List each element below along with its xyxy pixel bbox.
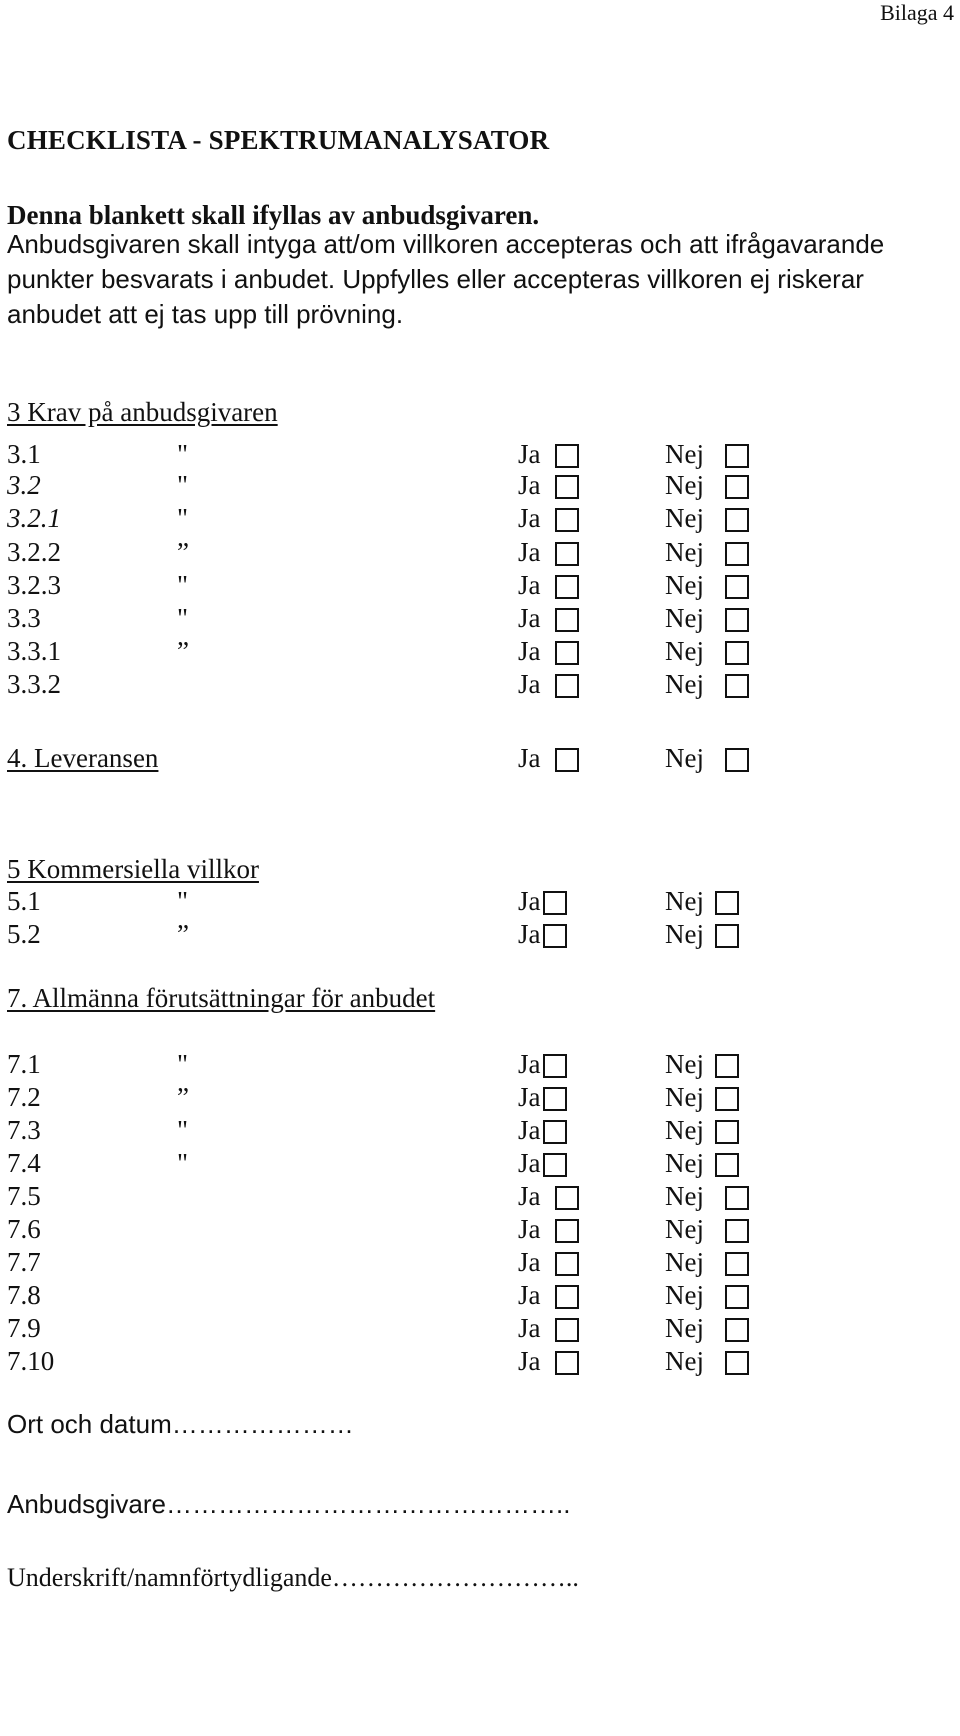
checklist-row <box>7 1313 767 1347</box>
no-label: Nej <box>665 743 704 773</box>
yes-label: Ja <box>518 603 541 633</box>
yes-checkbox[interactable] <box>555 1252 579 1276</box>
checklist-row <box>7 886 767 920</box>
no-label: Nej <box>665 1247 704 1277</box>
ditto-mark: ” <box>177 1082 189 1112</box>
no-label: Nej <box>665 1049 704 1079</box>
yes-label: Ja <box>518 503 541 533</box>
item-number: 3.3.1 <box>7 636 61 666</box>
document-title: CHECKLISTA - SPEKTRUMANALYSATOR <box>7 125 550 155</box>
yes-label: Ja <box>518 1313 541 1343</box>
yes-checkbox[interactable] <box>555 542 579 566</box>
yes-checkbox[interactable] <box>555 1318 579 1342</box>
item-number: 7.3 <box>7 1115 41 1145</box>
no-checkbox[interactable] <box>715 1087 739 1111</box>
no-label: Nej <box>665 669 704 699</box>
yes-checkbox[interactable] <box>543 1120 567 1144</box>
yes-label: Ja <box>518 1280 541 1310</box>
yes-checkbox[interactable] <box>543 924 567 948</box>
no-checkbox[interactable] <box>725 508 749 532</box>
yes-label: Ja <box>518 1214 541 1244</box>
no-label: Nej <box>665 1313 704 1343</box>
checklist-row <box>7 503 767 537</box>
ditto-mark: ” <box>177 636 189 666</box>
intro-paragraph <box>7 227 957 332</box>
checklist-row <box>7 1115 767 1149</box>
checklist-row <box>7 1346 767 1380</box>
ditto-mark: " <box>177 603 189 633</box>
checklist-row <box>7 1247 767 1281</box>
no-checkbox[interactable] <box>725 1186 749 1210</box>
checklist-row <box>7 1214 767 1248</box>
item-number: 7.7 <box>7 1247 41 1277</box>
yes-label: Ja <box>518 669 541 699</box>
yes-checkbox[interactable] <box>543 1054 567 1078</box>
yes-checkbox[interactable] <box>555 575 579 599</box>
yes-label: Ja <box>518 919 541 949</box>
no-checkbox[interactable] <box>725 475 749 499</box>
yes-checkbox[interactable] <box>555 641 579 665</box>
intro-line: anbudet att ej tas upp till prövning. <box>7 299 404 329</box>
yes-label: Ja <box>518 636 541 666</box>
no-checkbox[interactable] <box>725 444 749 468</box>
no-checkbox[interactable] <box>715 891 739 915</box>
item-number: 7.6 <box>7 1214 41 1244</box>
no-checkbox[interactable] <box>725 641 749 665</box>
no-label: Nej <box>665 1181 704 1211</box>
no-label: Nej <box>665 570 704 600</box>
item-number: 3.2.1 <box>7 503 61 533</box>
checklist-row <box>7 1082 767 1116</box>
checklist-row <box>7 1280 767 1314</box>
yes-checkbox[interactable] <box>555 1351 579 1375</box>
no-checkbox[interactable] <box>715 1054 739 1078</box>
yes-checkbox[interactable] <box>555 1186 579 1210</box>
no-checkbox[interactable] <box>725 608 749 632</box>
ditto-mark: ” <box>177 919 189 949</box>
no-label: Nej <box>665 1115 704 1145</box>
no-label: Nej <box>665 1346 704 1376</box>
ditto-mark: " <box>177 1148 189 1178</box>
yes-checkbox[interactable] <box>543 1087 567 1111</box>
ditto-mark: ” <box>177 537 189 567</box>
no-label: Nej <box>665 439 704 469</box>
yes-label: Ja <box>518 1181 541 1211</box>
checklist-row <box>7 570 767 604</box>
checklist-row <box>7 439 767 473</box>
ditto-mark: " <box>177 570 189 600</box>
no-checkbox[interactable] <box>725 748 749 772</box>
no-label: Nej <box>665 537 704 567</box>
section-5-heading: 5 Kommersiella villkor <box>7 854 259 884</box>
yes-checkbox[interactable] <box>555 1219 579 1243</box>
ditto-mark: " <box>177 1049 189 1079</box>
yes-label: Ja <box>518 439 541 469</box>
no-label: Nej <box>665 886 704 916</box>
checklist-row <box>7 1049 767 1083</box>
ditto-mark: " <box>177 439 189 469</box>
signature-field[interactable]: Underskrift/namnförtydligande……………………….. <box>7 1563 579 1592</box>
place-date-field[interactable]: Ort och datum………………… <box>7 1409 354 1439</box>
no-checkbox[interactable] <box>725 674 749 698</box>
no-checkbox[interactable] <box>725 575 749 599</box>
ditto-mark: " <box>177 470 189 500</box>
checklist-row <box>7 1181 767 1215</box>
item-number: 3.2.2 <box>7 537 61 567</box>
checklist-row <box>7 636 767 670</box>
item-number: 3.3.2 <box>7 669 61 699</box>
checklist-row <box>7 470 767 504</box>
yes-label: Ja <box>518 1082 541 1112</box>
checklist-row <box>7 919 767 953</box>
intro-line: punkter besvarats i anbudet. Uppfylles eller accepteras villkoren ej riskerar <box>7 264 864 294</box>
yes-label: Ja <box>518 1346 541 1376</box>
no-checkbox[interactable] <box>725 1285 749 1309</box>
instruction-bold: Denna blankett skall ifyllas av anbudsgivaren. <box>7 200 540 230</box>
yes-label: Ja <box>518 1049 541 1079</box>
yes-checkbox[interactable] <box>555 1285 579 1309</box>
no-label: Nej <box>665 470 704 500</box>
yes-checkbox[interactable] <box>555 444 579 468</box>
no-checkbox[interactable] <box>725 1351 749 1375</box>
item-number: 3.2.3 <box>7 570 61 600</box>
no-label: Nej <box>665 503 704 533</box>
item-number: 7.4 <box>7 1148 41 1178</box>
no-label: Nej <box>665 1148 704 1178</box>
ditto-mark: " <box>177 1115 189 1145</box>
yes-checkbox[interactable] <box>543 891 567 915</box>
item-number: 7.5 <box>7 1181 41 1211</box>
yes-label: Ja <box>518 886 541 916</box>
item-number: 5.2 <box>7 919 41 949</box>
yes-checkbox[interactable] <box>555 475 579 499</box>
item-number: 3.3 <box>7 603 41 633</box>
no-label: Nej <box>665 1082 704 1112</box>
item-number: 7.10 <box>7 1346 55 1376</box>
yes-checkbox[interactable] <box>543 1153 567 1177</box>
no-label: Nej <box>665 1280 704 1310</box>
yes-checkbox[interactable] <box>555 608 579 632</box>
no-checkbox[interactable] <box>715 1120 739 1144</box>
item-number: 7.9 <box>7 1313 41 1343</box>
no-label: Nej <box>665 636 704 666</box>
yes-label: Ja <box>518 1148 541 1178</box>
section-7-heading: 7. Allmänna förutsättningar för anbudet <box>7 983 436 1013</box>
yes-label: Ja <box>518 1247 541 1277</box>
item-number: 3.1 <box>7 439 41 469</box>
item-number: 7.2 <box>7 1082 41 1112</box>
item-number: 3.2 <box>7 470 41 500</box>
bidder-field[interactable]: Anbudsgivare……………………………………….. <box>7 1489 571 1519</box>
intro-line: Anbudsgivaren skall intyga att/om villkoren accepteras och att ifrågavarande <box>7 229 885 259</box>
item-number: 7.1 <box>7 1049 41 1079</box>
section-3-heading: 3 Krav på anbudsgivaren <box>7 397 278 427</box>
yes-checkbox[interactable] <box>555 508 579 532</box>
section-4-heading: 4. Leveransen <box>7 743 159 773</box>
no-checkbox[interactable] <box>725 1318 749 1342</box>
no-checkbox[interactable] <box>725 1252 749 1276</box>
item-number: 5.1 <box>7 886 41 916</box>
no-checkbox[interactable] <box>715 1153 739 1177</box>
ditto-mark: " <box>177 886 189 916</box>
no-checkbox[interactable] <box>725 1219 749 1243</box>
checklist-row <box>7 603 767 637</box>
checklist-row <box>7 669 767 703</box>
checklist-row <box>7 537 767 571</box>
ditto-mark: " <box>177 503 189 533</box>
yes-label: Ja <box>518 570 541 600</box>
no-checkbox[interactable] <box>715 924 739 948</box>
yes-label: Ja <box>518 470 541 500</box>
section-4-row <box>7 743 767 777</box>
checklist-row <box>7 1148 767 1182</box>
no-checkbox[interactable] <box>725 542 749 566</box>
yes-label: Ja <box>518 743 541 773</box>
yes-checkbox[interactable] <box>555 674 579 698</box>
no-label: Nej <box>665 603 704 633</box>
page-identifier: Bilaga 4 <box>880 0 954 25</box>
no-label: Nej <box>665 1214 704 1244</box>
yes-checkbox[interactable] <box>555 748 579 772</box>
item-number: 7.8 <box>7 1280 41 1310</box>
no-label: Nej <box>665 919 704 949</box>
yes-label: Ja <box>518 537 541 567</box>
yes-label: Ja <box>518 1115 541 1145</box>
